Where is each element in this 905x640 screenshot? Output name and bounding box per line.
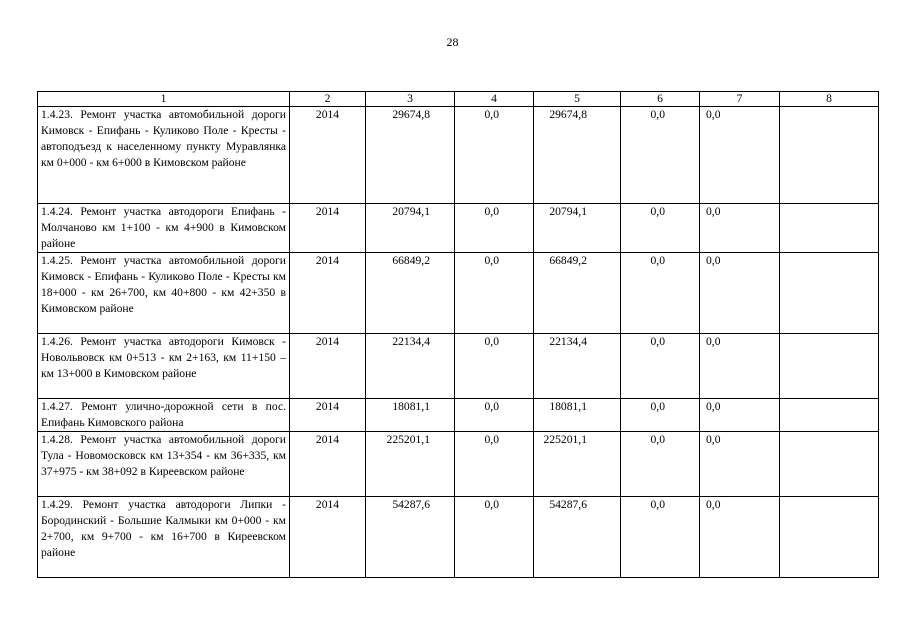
column-header: 4 bbox=[455, 92, 534, 107]
row-year: 2014 bbox=[290, 204, 366, 253]
table-row bbox=[38, 399, 879, 432]
row-description: 1.4.28. Ремонт участка автомобильной дороги Тула - Новомосковск км 13+354 - км 36+335, км 37+975 - км 38+092 в Киреевском районе bbox=[38, 432, 290, 497]
table-row bbox=[38, 497, 879, 578]
row-col8 bbox=[780, 107, 879, 204]
row-col5: 20794,1 bbox=[534, 204, 621, 253]
table-row bbox=[38, 334, 879, 399]
row-col4: 0,0 bbox=[455, 497, 534, 578]
row-col5: 22134,4 bbox=[534, 334, 621, 399]
row-col7: 0,0 bbox=[700, 107, 780, 204]
row-col7: 0,0 bbox=[700, 253, 780, 334]
column-header: 8 bbox=[780, 92, 879, 107]
row-col4: 0,0 bbox=[455, 204, 534, 253]
row-col7: 0,0 bbox=[700, 399, 780, 432]
row-col6: 0,0 bbox=[621, 432, 700, 497]
column-header: 5 bbox=[534, 92, 621, 107]
row-col8 bbox=[780, 399, 879, 432]
column-header: 7 bbox=[700, 92, 780, 107]
row-year: 2014 bbox=[290, 399, 366, 432]
row-col3: 18081,1 bbox=[366, 399, 455, 432]
row-col6: 0,0 bbox=[621, 107, 700, 204]
table-row bbox=[38, 107, 879, 204]
row-col4: 0,0 bbox=[455, 253, 534, 334]
row-col6: 0,0 bbox=[621, 204, 700, 253]
row-year: 2014 bbox=[290, 334, 366, 399]
row-col3: 66849,2 bbox=[366, 253, 455, 334]
row-description: 1.4.26. Ремонт участка автодороги Кимовск - Новольвовск км 0+513 - км 2+163, км 11+150 – км 13+000 в Кимовском районе bbox=[38, 334, 290, 399]
row-col5: 225201,1 bbox=[534, 432, 621, 497]
row-col5: 29674,8 bbox=[534, 107, 621, 204]
row-col6: 0,0 bbox=[621, 334, 700, 399]
row-col7: 0,0 bbox=[700, 432, 780, 497]
row-col3: 54287,6 bbox=[366, 497, 455, 578]
column-header: 1 bbox=[38, 92, 290, 107]
table-row bbox=[38, 204, 879, 253]
row-col8 bbox=[780, 204, 879, 253]
row-col3: 225201,1 bbox=[366, 432, 455, 497]
column-header: 3 bbox=[366, 92, 455, 107]
row-description: 1.4.24. Ремонт участка автодороги Епифань - Молчаново км 1+100 - км 4+900 в Кимовском районе bbox=[38, 204, 290, 253]
row-col8 bbox=[780, 334, 879, 399]
row-description: 1.4.27. Ремонт улично-дорожной сети в пос. Епифань Кимовского района bbox=[38, 399, 290, 432]
row-col4: 0,0 bbox=[455, 399, 534, 432]
row-year: 2014 bbox=[290, 497, 366, 578]
row-col5: 54287,6 bbox=[534, 497, 621, 578]
row-col6: 0,0 bbox=[621, 497, 700, 578]
row-col4: 0,0 bbox=[455, 107, 534, 204]
table-row bbox=[38, 432, 879, 497]
row-col4: 0,0 bbox=[455, 432, 534, 497]
column-header: 2 bbox=[290, 92, 366, 107]
row-col7: 0,0 bbox=[700, 204, 780, 253]
row-year: 2014 bbox=[290, 253, 366, 334]
row-col7: 0,0 bbox=[700, 334, 780, 399]
row-col3: 29674,8 bbox=[366, 107, 455, 204]
row-col7: 0,0 bbox=[700, 497, 780, 578]
row-col8 bbox=[780, 497, 879, 578]
row-col8 bbox=[780, 432, 879, 497]
row-year: 2014 bbox=[290, 432, 366, 497]
row-col5: 18081,1 bbox=[534, 399, 621, 432]
row-description: 1.4.23. Ремонт участка автомобильной дороги Кимовск - Епифань - Куликово Поле - Кресты - автоподъезд к населенному пункту Муравлянка км 0+000 - км 6+000 в Кимовском районе bbox=[38, 107, 290, 204]
row-col6: 0,0 bbox=[621, 253, 700, 334]
row-col8 bbox=[780, 253, 879, 334]
row-col6: 0,0 bbox=[621, 399, 700, 432]
row-description: 1.4.29. Ремонт участка автодороги Липки - Бородинский - Большие Калмыки км 0+000 - км 2+700, км 9+700 - км 16+700 в Киреевском районе bbox=[38, 497, 290, 578]
row-description: 1.4.25. Ремонт участка автомобильной дороги Кимовск - Епифань - Куликово Поле - Кресты км 18+000 - км 26+700, км 40+800 - км 42+350 в Кимовском районе bbox=[38, 253, 290, 334]
row-col5: 66849,2 bbox=[534, 253, 621, 334]
row-col4: 0,0 bbox=[455, 334, 534, 399]
table-row bbox=[38, 253, 879, 334]
row-col3: 20794,1 bbox=[366, 204, 455, 253]
row-col3: 22134,4 bbox=[366, 334, 455, 399]
column-header: 6 bbox=[621, 92, 700, 107]
budget-table bbox=[37, 91, 879, 578]
table-header-row bbox=[38, 92, 879, 107]
row-year: 2014 bbox=[290, 107, 366, 204]
page-number: 28 bbox=[446, 35, 459, 49]
